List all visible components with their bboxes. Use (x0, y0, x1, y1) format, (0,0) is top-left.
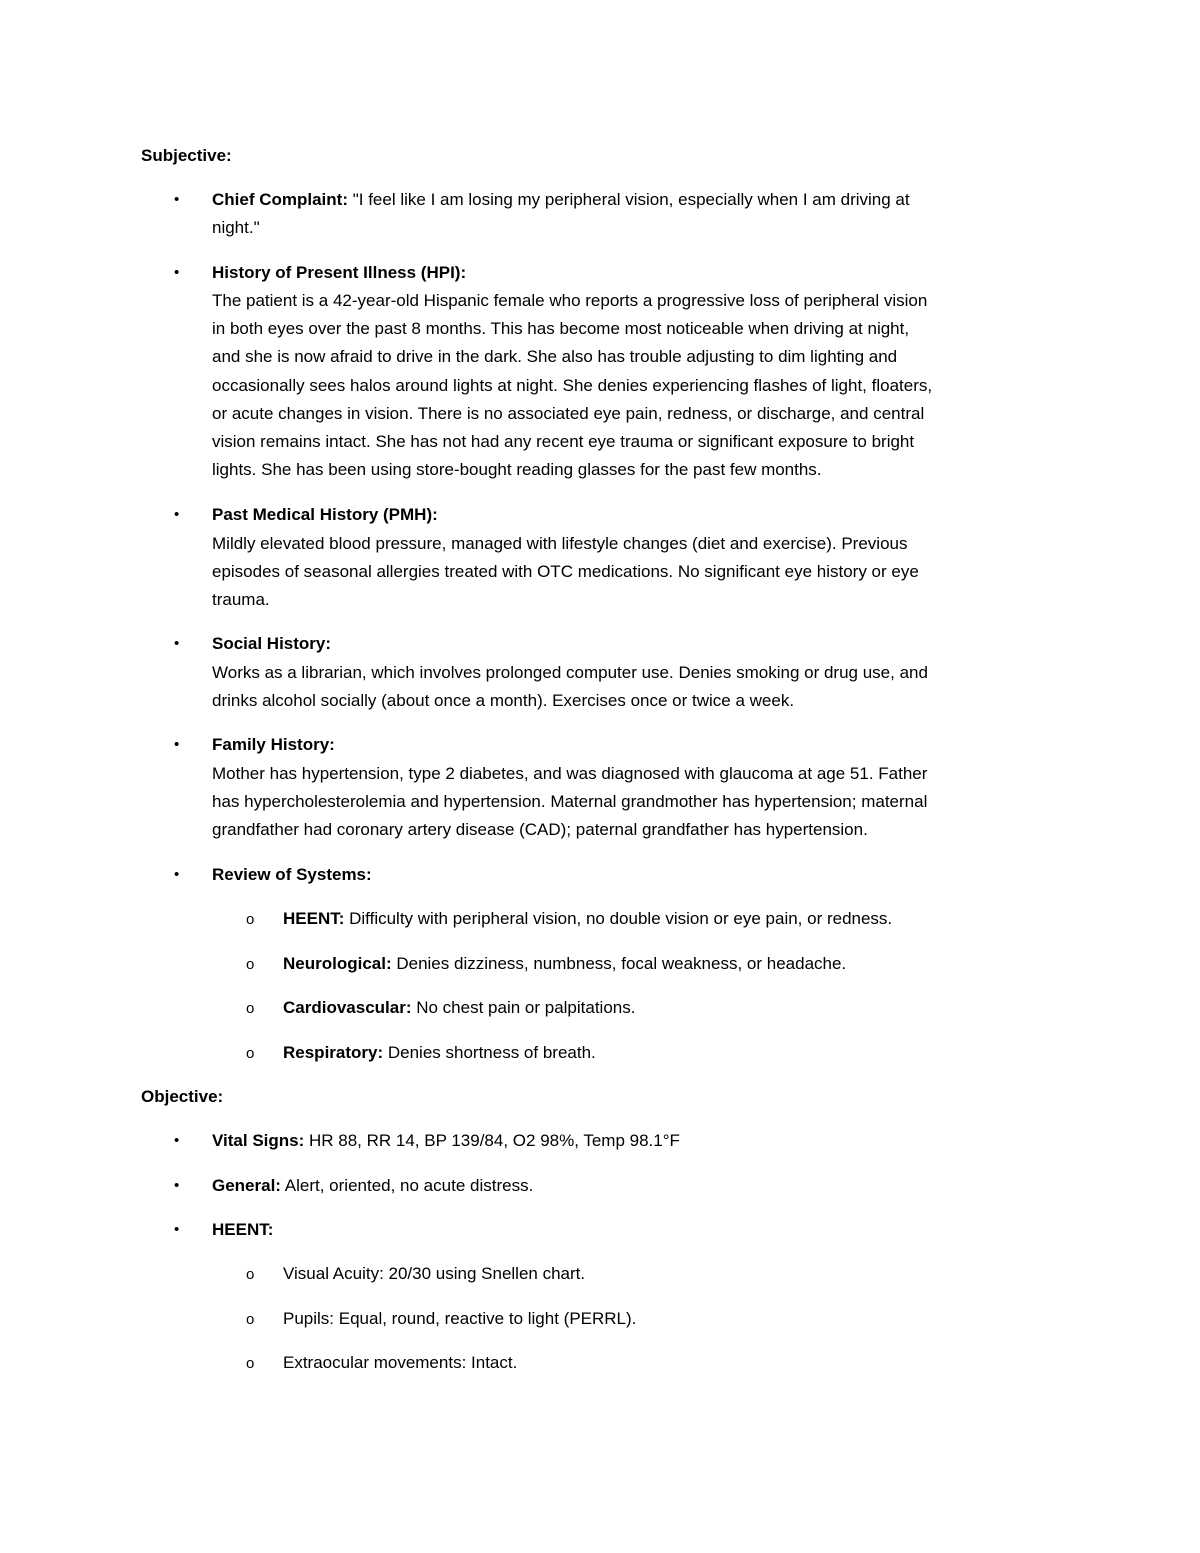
ros-item-text: No chest pain or palpitations. (411, 998, 636, 1017)
hpi-line: occasionally sees halos around lights at night. She denies experiencing flashes of light, floaters, (212, 376, 933, 395)
vital-signs-line (212, 1127, 680, 1155)
general-label: General: (212, 1176, 281, 1195)
social-history-label: Social History: (212, 634, 332, 653)
hpi-line: The patient is a 42-year-old Hispanic female who reports a progressive loss of peripheral vision (212, 291, 928, 310)
pmh-line: trauma. (212, 590, 270, 609)
bullet-marker: • (174, 1177, 180, 1194)
hpi-line: lights. She has been using store-bought reading glasses for the past few months. (212, 460, 822, 479)
ros-item-text: Denies shortness of breath. (383, 1043, 596, 1062)
ros-item-text: Difficulty with peripheral vision, no double vision or eye pain, or redness. (344, 909, 893, 928)
pmh-line: episodes of seasonal allergies treated with OTC medications. No significant eye history or eye (212, 562, 919, 581)
bullet-marker: • (174, 191, 180, 208)
vital-signs-label: Vital Signs: (212, 1131, 305, 1150)
bullet-marker: • (174, 635, 180, 652)
general-text: Alert, oriented, no acute distress. (280, 1176, 534, 1195)
ros-item-label: Cardiovascular: (283, 998, 412, 1017)
bullet-marker: • (174, 866, 180, 883)
ros-item-label: Respiratory: (283, 1043, 384, 1062)
chief-complaint-text-cont: night." (212, 218, 260, 237)
chief-complaint-label: Chief Complaint: (212, 190, 348, 209)
hpi-line: or acute changes in vision. There is no associated eye pain, redness, or discharge, and central (212, 404, 925, 423)
sub-bullet-marker: o (246, 1311, 255, 1328)
ros-item-label: Neurological: (283, 954, 392, 973)
heent-item: Pupils: Equal, round, reactive to light (PERRL). (283, 1309, 637, 1328)
ros-label: Review of Systems: (212, 865, 372, 884)
pmh-label: Past Medical History (PMH): (212, 505, 438, 524)
social-history-line: Works as a librarian, which involves prolonged computer use. Denies smoking or drug use, and (212, 663, 928, 682)
sub-bullet-marker: o (246, 956, 255, 973)
hpi-line: in both eyes over the past 8 months. This has become most noticeable when driving at night, (212, 319, 910, 338)
bullet-marker: • (174, 264, 180, 281)
hpi-line: and she is now afraid to drive in the dark. She also has trouble adjusting to dim lighting and (212, 347, 898, 366)
heent-item: Extraocular movements: Intact. (283, 1353, 518, 1372)
sub-bullet-marker: o (246, 1355, 255, 1372)
ros-item (283, 950, 846, 978)
family-history-line: grandfather had coronary artery disease (CAD); paternal grandfather has hypertension. (212, 820, 868, 839)
objective-heading: Objective: (141, 1087, 224, 1106)
heent-item: Visual Acuity: 20/30 using Snellen chart. (283, 1264, 586, 1283)
ros-item (283, 1039, 596, 1067)
chief-complaint-line (212, 186, 910, 214)
vital-signs-text: HR 88, RR 14, BP 139/84, O2 98%, Temp 98.1°F (304, 1131, 680, 1150)
ros-item (283, 994, 635, 1022)
bullet-marker: • (174, 506, 180, 523)
family-history-line: has hypercholesterolemia and hypertension. Maternal grandmother has hypertension; maternal (212, 792, 928, 811)
general-line (212, 1172, 533, 1200)
chief-complaint-text: "I feel like I am losing my peripheral vision, especially when I am driving at (348, 190, 910, 209)
sub-bullet-marker: o (246, 1000, 255, 1017)
bullet-marker: • (174, 1132, 180, 1149)
family-history-label: Family History: (212, 735, 335, 754)
social-history-line: drinks alcohol socially (about once a month). Exercises once or twice a week. (212, 691, 795, 710)
sub-bullet-marker: o (246, 1045, 255, 1062)
subjective-heading: Subjective: (141, 146, 232, 165)
sub-bullet-marker: o (246, 911, 255, 928)
heent-label: HEENT: (212, 1220, 274, 1239)
family-history-line: Mother has hypertension, type 2 diabetes, and was diagnosed with glaucoma at age 51. Father (212, 764, 928, 783)
ros-item (283, 905, 892, 933)
hpi-label: History of Present Illness (HPI): (212, 263, 467, 282)
bullet-marker: • (174, 736, 180, 753)
hpi-line: vision remains intact. She has not had any recent eye trauma or significant exposure to bright (212, 432, 915, 451)
pmh-line: Mildly elevated blood pressure, managed with lifestyle changes (diet and exercise). Previous (212, 534, 908, 553)
ros-item-label: HEENT: (283, 909, 345, 928)
sub-bullet-marker: o (246, 1266, 255, 1283)
bullet-marker: • (174, 1221, 180, 1238)
ros-item-text: Denies dizziness, numbness, focal weakness, or headache. (391, 954, 847, 973)
